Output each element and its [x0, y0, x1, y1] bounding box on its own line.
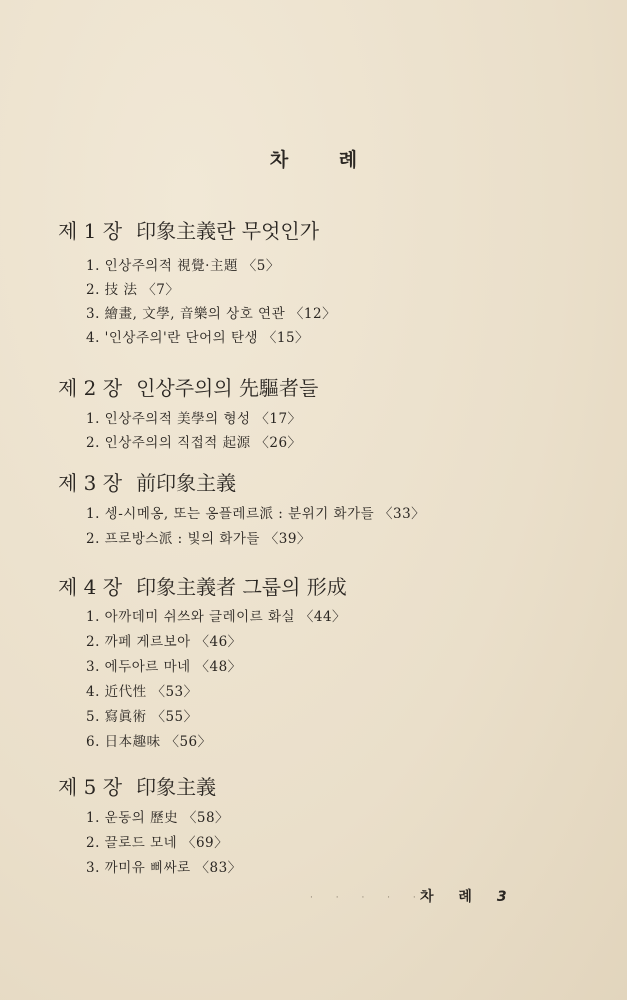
- toc-item: 1. 아까데미 쉬쓰와 글레이르 화실 〈44〉: [86, 609, 347, 625]
- chapter-number: 제 5 장: [58, 775, 123, 799]
- chapter-1-heading: [58, 215, 319, 244]
- toc-item: 2. 프로방스派 : 빛의 화가들 〈39〉: [86, 531, 311, 547]
- page-number: 3: [496, 889, 507, 905]
- chapter-3-heading: [58, 467, 236, 496]
- chapter-number: 제 3 장: [58, 471, 123, 495]
- toc-item: 1. 인상주의적 美學의 형성 〈17〉: [86, 411, 302, 427]
- chapter-number: 제 2 장: [58, 376, 123, 400]
- toc-item: 5. 寫眞術 〈55〉: [86, 709, 198, 725]
- footer-label: 차 례: [420, 889, 482, 905]
- chapter-number: 제 1 장: [58, 219, 123, 243]
- chapter-title: 印象主義란 무엇인가: [136, 219, 320, 243]
- toc-item: 2. 인상주의의 직접적 起源 〈26〉: [86, 435, 302, 451]
- toc-item: 4. 近代性 〈53〉: [86, 684, 198, 700]
- print-specks: · · · · ·: [310, 893, 426, 903]
- toc-item: 3. 에두아르 마네 〈48〉: [86, 659, 242, 675]
- toc-item: 2. 까페 게르보아 〈46〉: [86, 634, 242, 650]
- toc-item: 3. 繪畫, 文學, 音樂의 상호 연관 〈12〉: [86, 306, 337, 322]
- chapter-title: 인상주의의 先驅者들: [136, 376, 319, 400]
- chapter-number: 제 4 장: [58, 575, 123, 599]
- toc-item: 3. 까미유 삐싸로 〈83〉: [86, 860, 242, 876]
- toc-item: 1. 인상주의적 視覺·主題 〈5〉: [86, 258, 280, 274]
- toc-item: 1. 운동의 歷史 〈58〉: [86, 810, 230, 826]
- chapter-title: 印象主義者 그룹의 形成: [136, 575, 347, 599]
- toc-item: 1. 셍-시메옹, 또는 옹플레르派 : 분위기 화가들 〈33〉: [86, 506, 426, 522]
- toc-item: 2. 끌로드 모네 〈69〉: [86, 835, 229, 851]
- chapter-5-heading: [58, 771, 216, 800]
- chapter-2-heading: [58, 372, 318, 401]
- toc-item: 4. '인상주의'란 단어의 탄생 〈15〉: [86, 330, 310, 346]
- chapter-4-heading: [58, 571, 347, 600]
- toc-item: 6. 日本趣味 〈56〉: [86, 734, 212, 750]
- toc-item: 2. 技 法 〈7〉: [86, 282, 180, 298]
- chapter-title: 前印象主義: [136, 471, 237, 495]
- chapter-title: 印象主義: [136, 775, 217, 799]
- page-title: 차 례: [269, 149, 380, 171]
- running-footer: [420, 886, 507, 906]
